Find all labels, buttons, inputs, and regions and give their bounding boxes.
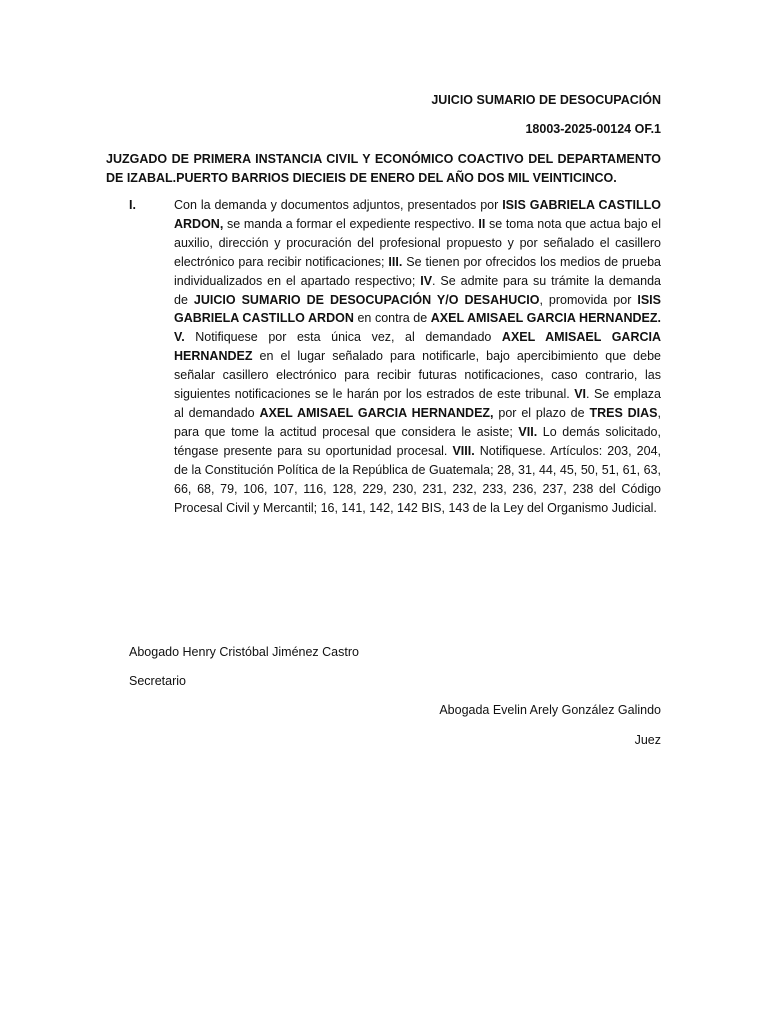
body-bold-4: IV bbox=[420, 273, 433, 288]
body-bold-10: AXEL AMISAEL GARCIA HERNANDEZ, bbox=[259, 405, 494, 420]
body-text-10: . Se emplaza al demandado bbox=[174, 387, 661, 420]
court-header: JUZGADO DE PRIMERA INSTANCIA CIVIL Y ECONÓMICO COACTIVO DEL DEPARTAMENTO DE IZABAL.PUERTO BARRIOS DIECIEIS DE ENERO DEL AÑO DOS MIL VEINTICINCO. bbox=[106, 152, 661, 185]
body-text-9: en el lugar señalado para notificarle, bajo apercibimiento que debe señalar casillero electrónico para recibir futuras notificaciones, caso contrario, las siguientes notificaciones se le harán por los estrados de este tribunal. bbox=[174, 349, 661, 402]
body-text-8: Notifiquese por esta única vez, al demandado bbox=[184, 330, 502, 345]
body-bold-2: II bbox=[478, 216, 486, 231]
body-text-12: , para que tome la actitud procesal que considera le asiste; bbox=[174, 405, 661, 439]
body-text-11: por el plazo de bbox=[493, 405, 590, 420]
body-text-1: Con la demanda y documentos adjuntos, presentados por bbox=[174, 198, 503, 212]
body-bold-11: TRES DIAS bbox=[589, 405, 658, 420]
body-text-6: , promovida por bbox=[539, 292, 638, 307]
body-text-2: se manda a formar el expediente respectivo. bbox=[223, 216, 479, 231]
body-bold-12: VII. bbox=[518, 424, 538, 439]
body-bold-7: AXEL AMISAEL GARCIA HERNANDEZ. V. bbox=[174, 311, 661, 345]
body-text-7: en contra de bbox=[353, 311, 431, 326]
item-number: I. bbox=[129, 198, 136, 212]
secretary-role: Secretario bbox=[129, 674, 186, 688]
body-text-4: Se tienen por ofrecidos los medios de prueba individualizados en el apartado respectivo; bbox=[174, 254, 661, 288]
body-bold-5: JUICIO SUMARIO DE DESOCUPACIÓN Y/O DESAHUCIO bbox=[193, 292, 540, 307]
body-bold-13: VIII. bbox=[452, 443, 475, 458]
case-title: JUICIO SUMARIO DE DESOCUPACIÓN bbox=[431, 93, 661, 107]
body-text-3: se toma nota que actua bajo el auxilio, dirección y procuración del profesional propuesto y por señalado el casillero electrónico para recibir notificaciones; bbox=[174, 216, 661, 269]
judge-role: Juez bbox=[634, 733, 661, 747]
body-bold-9: VI bbox=[574, 387, 587, 402]
body-bold-8: AXEL AMISAEL GARCIA HERNANDEZ bbox=[174, 330, 662, 364]
body-text-13: Lo demás solicitado, téngase presente para su oportunidad procesal. bbox=[174, 424, 661, 458]
body-text-14: Notifiquese. Artículos: 203, 204, de la Constitución Política de la República de Guatemala; 28, 31, 44, 45, 50, 51, 61, 63, 66, 68, 79, 106, 107, 116, 128, 229, 230, 231, 232, 233, 236, 237, 238 del Código Procesal Civil y Mercantil; 16, 141, 142, 142 BIS, 143 de la Ley del Organismo Judicial. bbox=[174, 443, 661, 515]
secretary-name: Abogado Henry Cristóbal Jiménez Castro bbox=[129, 645, 359, 659]
body-bold-1: ISIS GABRIELA CASTILLO ARDON, bbox=[174, 198, 661, 231]
body-bold-6: ISIS GABRIELA CASTILLO ARDON bbox=[174, 292, 661, 326]
judge-name: Abogada Evelin Arely González Galindo bbox=[439, 703, 661, 717]
resolution-body bbox=[174, 196, 661, 517]
body-bold-3: III. bbox=[388, 254, 403, 269]
body-text-5: . Se admite para su trámite la demanda de bbox=[174, 273, 661, 307]
case-number: 18003-2025-00124 OF.1 bbox=[525, 122, 661, 136]
